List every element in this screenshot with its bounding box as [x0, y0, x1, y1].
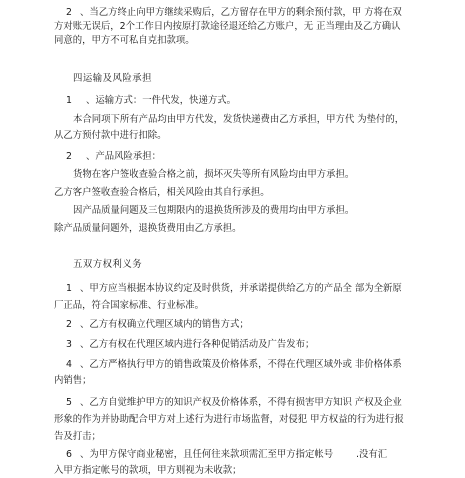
paragraph-line: 、产品风险承担： — [86, 151, 162, 162]
paragraph-line: 同意的，甲方不可私自克扣款项。 — [54, 35, 195, 46]
section-heading: 五双方权利义务 — [73, 259, 143, 270]
paragraph-line: 厂正品，符合国家标准、行业标准。 — [54, 300, 205, 311]
paragraph-line: 除产品质量问题外，退换货费用由乙方承担。 — [54, 223, 242, 234]
paragraph-line: 、为甲方保守商业秘密，且任何往来款项需汇至甲方指定帐号 — [80, 449, 334, 460]
paragraph-line: 、乙方有权确立代理区域内的销售方式； — [80, 319, 249, 330]
section-heading: 四运输及风险承担 — [73, 73, 153, 84]
item-number: 4 — [66, 359, 72, 370]
item-number: 2 — [66, 7, 72, 18]
paragraph-line: 从乙方预付款中进行扣除。 — [54, 130, 167, 141]
paragraph-line: 、乙方自觉维护甲方的知识产权及价格体系，不得有损害甲方知识 产权及企业 — [80, 397, 402, 408]
paragraph-line: .没有汇 — [356, 449, 388, 460]
item-number: 3 — [66, 339, 72, 350]
item-number: 2 — [66, 319, 72, 330]
paragraph-line: 、运输方式：一件代发，快递方式。 — [86, 95, 237, 106]
paragraph-line: 告及打击； — [54, 431, 101, 442]
paragraph-line: 乙方客户签收查验合格后，相关风险由其自行承担。 — [54, 187, 270, 198]
item-number: 6 — [66, 449, 72, 460]
paragraph-line: 形象的作为并协助配合甲方对上述行为进行市场监督，对侵犯 甲方权益的行为进行报 — [54, 414, 404, 425]
paragraph-line: 入甲方指定帐号的款项，甲方则视为未收款； — [54, 465, 242, 476]
paragraph-line: 因产品质量问题及三包期限内的退换货所涉及的费用均由甲方承担。 — [73, 205, 355, 216]
item-number: 1 — [66, 95, 72, 106]
paragraph-line: 、乙方严格执行甲方的销售政策及价格体系，不得在代理区域外或 非价格体系 — [80, 359, 402, 370]
item-number: 1 — [66, 283, 72, 294]
paragraph-line: 货物在客户签收查验合格之前，损坏灭失等所有风险均由甲方承担。 — [73, 169, 355, 180]
paragraph-line: 本合同项下所有产品均由甲方代发，发货快递费由乙方承担，甲方代 为垫付的， — [73, 114, 405, 125]
paragraph-line: 、乙方有权在代理区域内进行各种促销活动及广告发布； — [80, 339, 315, 350]
item-number: 2 — [66, 151, 72, 162]
item-number: 5 — [66, 397, 72, 408]
paragraph-line: 、当乙方终止向甲方继续采购后，乙方留存在甲方的剩余预付款，甲 方将在双 — [80, 7, 402, 18]
paragraph-line: 方对账无误后，2个工作日内按原打款途径退还给乙方账户，无 正当理由及乙方确认 — [54, 21, 401, 32]
paragraph-line: 内销售； — [54, 375, 92, 386]
paragraph-line: 、甲方应当根据本协议约定及时供货，并承诺提供给乙方的产品全 部为全新原 — [80, 283, 402, 294]
